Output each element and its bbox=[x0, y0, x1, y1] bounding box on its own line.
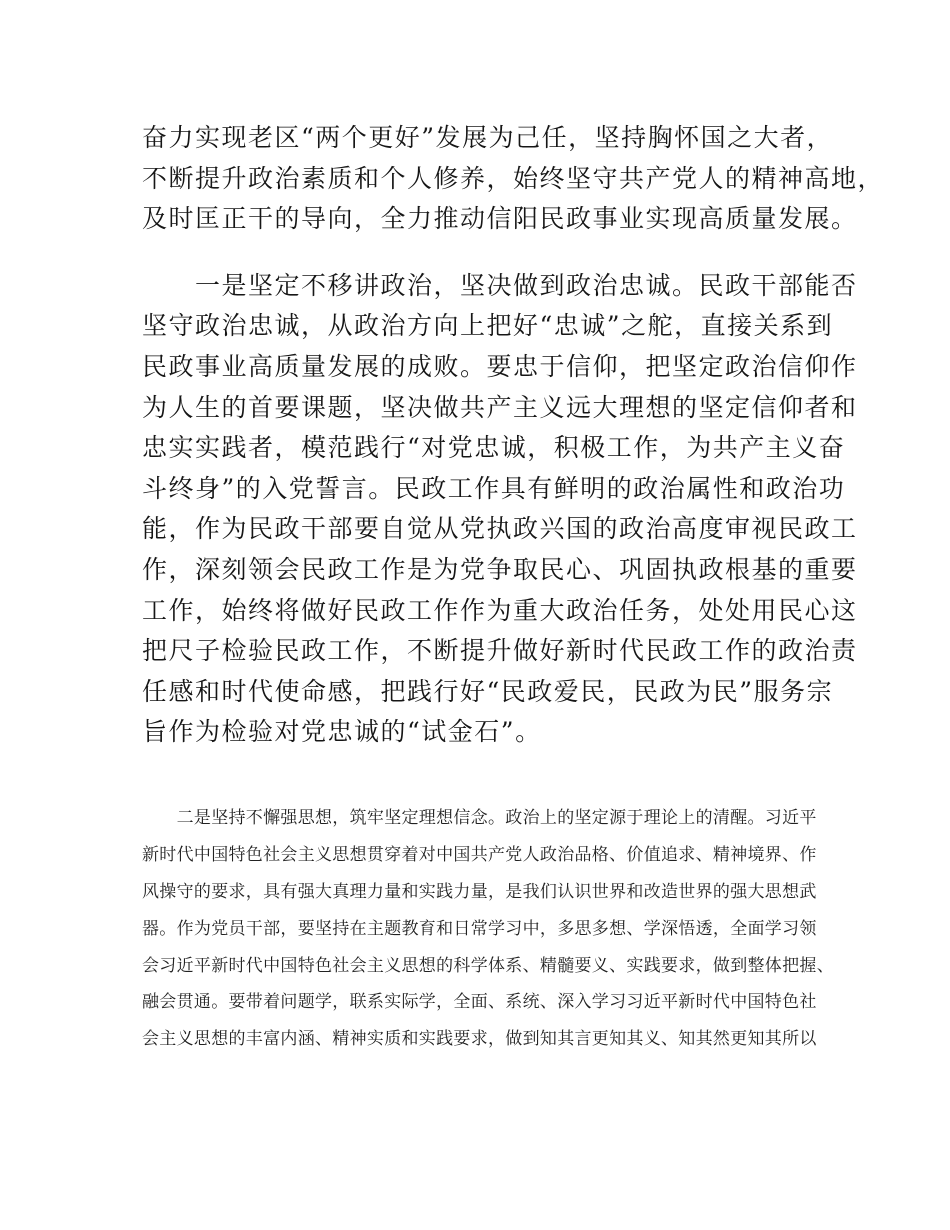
section-one-line: 民政事业高质量发展的成败。要忠于信仰，把坚定政治信仰作 bbox=[142, 351, 858, 381]
section-one-line: 忠实实践者，模范践行“对党忠诚，积极工作，为共产主义奋 bbox=[142, 433, 846, 463]
intro-paragraph-line: 不断提升政治素质和个人修养，始终坚守共产党人的精神高地， bbox=[142, 163, 885, 193]
section-two-line: 二是坚持不懈强思想，筑牢坚定理想信念。政治上的坚定源于理论上的清醒。习近平 bbox=[142, 808, 817, 828]
section-one-line: 旨作为检验对党忠诚的“试金石”。 bbox=[142, 717, 542, 747]
section-two-line: 新时代中国特色社会主义思想贯穿着对中国共产党人政治品格、价值追求、精神境界、作 bbox=[142, 844, 817, 865]
section-one-line: 为人生的首要课题，坚决做共产主义远大理想的坚定信仰者和 bbox=[142, 392, 858, 422]
large-text-block bbox=[142, 118, 885, 753]
intro-paragraph-line: 奋力实现老区“两个更好”发展为己任，坚持胸怀国之大者， bbox=[142, 123, 834, 152]
section-two-line: 融会贯通。要带着问题学，联系实际学，全面、系统、深入学习习近平新时代中国特色社 bbox=[142, 992, 817, 1013]
section-one-line: 工作，始终将做好民政工作作为重大政治任务，处处用民心这 bbox=[142, 595, 858, 625]
paragraph-gap bbox=[142, 240, 822, 266]
section-one-line: 斗终身”的入党誓言。民政工作具有鲜明的政治属性和政治功 bbox=[142, 473, 846, 503]
small-text-block bbox=[142, 800, 834, 1058]
section-two-line: 会习近平新时代中国特色社会主义思想的科学体系、精髓要义、实践要求，做到整体把握、 bbox=[142, 955, 834, 976]
section-one-line: 作，深刻领会民政工作是为党争取民心、巩固执政根基的重要 bbox=[142, 554, 858, 584]
section-two-line: 风操守的要求，具有强大真理力量和实践力量，是我们认识世界和改造世界的强大思想武 bbox=[142, 881, 817, 902]
section-one-line: 坚守政治忠诚，从政治方向上把好“忠诚”之舵，直接关系到 bbox=[142, 311, 834, 341]
intro-paragraph-line: 及时匡正干的导向，全力推动信阳民政事业实现高质量发展。 bbox=[142, 204, 858, 234]
section-one-line: 任感和时代使命感，把践行好“民政爱民，民政为民”服务宗 bbox=[142, 676, 834, 706]
section-two-line: 器。作为党员干部，要坚持在主题教育和日常学习中，多思多想、学深悟透，全面学习领 bbox=[142, 918, 817, 939]
section-one-line: 把尺子检验民政工作，不断提升做好新时代民政工作的政治责 bbox=[142, 636, 858, 666]
section-one-line: 能，作为民政干部要自觉从党执政兴国的政治高度审视民政工 bbox=[142, 514, 858, 544]
section-one-line: 一是坚定不移讲政治，坚决做到政治忠诚。民政干部能否 bbox=[142, 270, 858, 300]
section-two-line: 会主义思想的丰富内涵、精神实质和实践要求，做到知其言更知其义、知其然更知其所以 bbox=[142, 1029, 817, 1050]
